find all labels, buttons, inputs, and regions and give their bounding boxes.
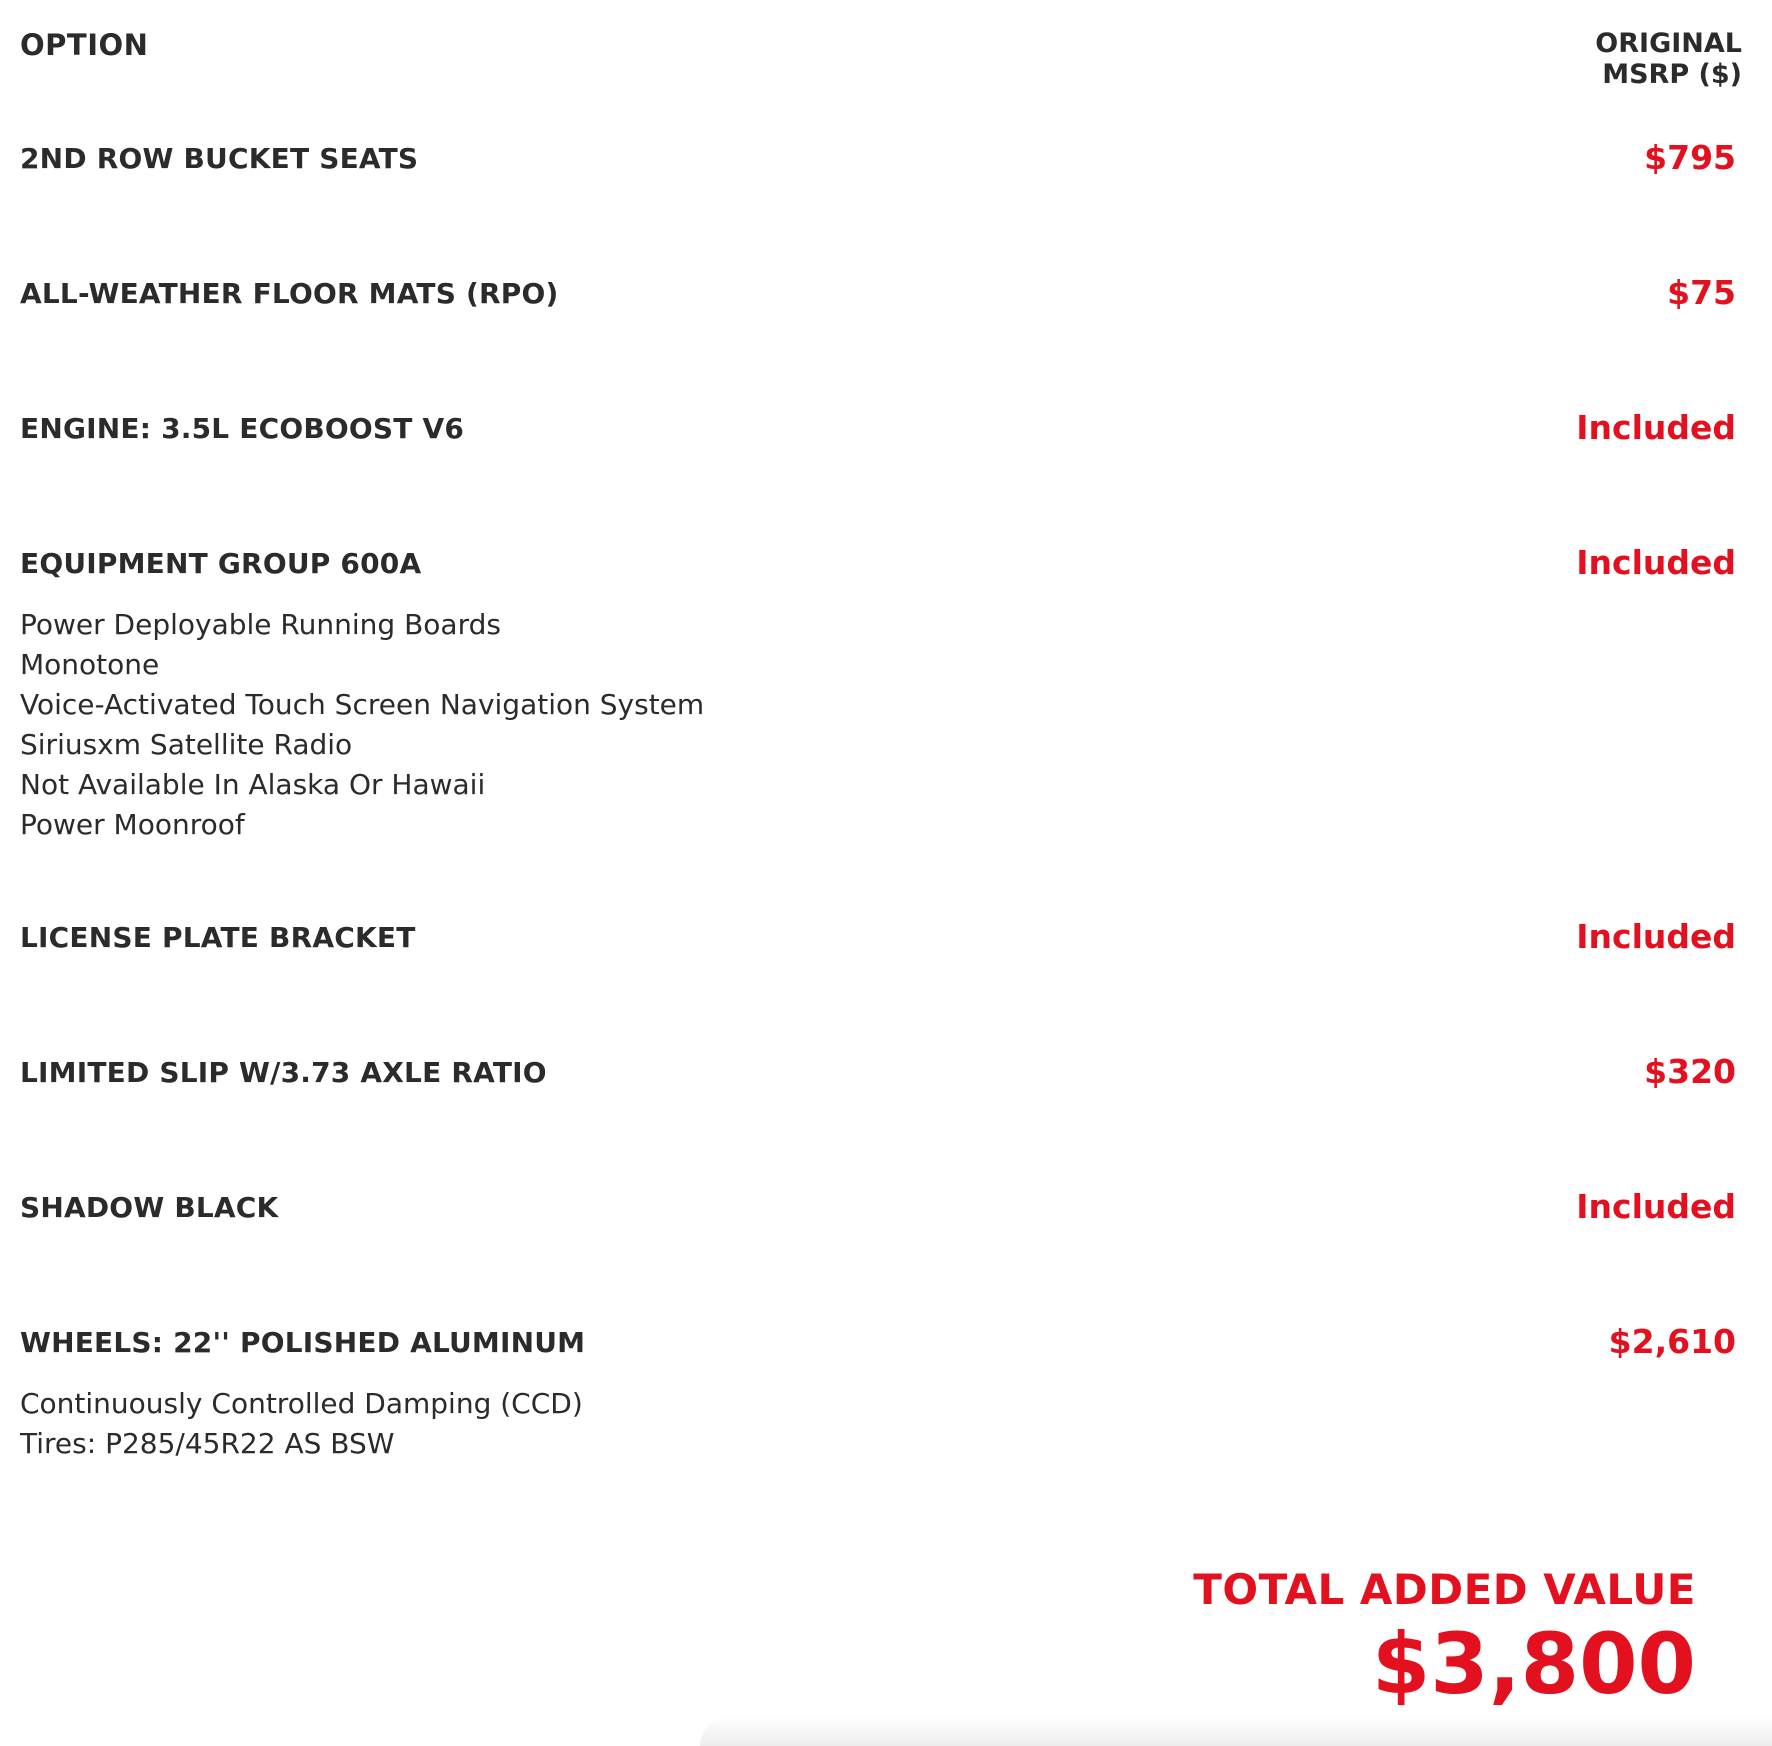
option-feature: Continuously Controlled Damping (CCD)	[20, 1387, 583, 1420]
option-feature: Siriusxm Satellite Radio	[20, 728, 353, 761]
option-row	[0, 917, 1772, 1052]
option-feature: Not Available In Alaska Or Hawaii	[20, 768, 486, 801]
option-name: ENGINE: 3.5L ECOBOOST V6	[20, 412, 465, 445]
option-name: WHEELS: 22'' POLISHED ALUMINUM	[20, 1326, 586, 1359]
msrp-header-line2: MSRP ($)	[1602, 59, 1742, 90]
option-row	[0, 1322, 1772, 1537]
option-price: Included	[1576, 543, 1736, 582]
option-feature: Power Moonroof	[20, 808, 245, 841]
total-label: TOTAL ADDED VALUE	[1193, 1565, 1696, 1614]
option-row	[0, 1187, 1772, 1322]
option-price: $795	[1644, 138, 1736, 177]
option-feature: Voice-Activated Touch Screen Navigation System	[20, 688, 705, 721]
option-price: Included	[1576, 1187, 1736, 1226]
option-row	[0, 408, 1772, 543]
option-features-list	[20, 1384, 583, 1464]
option-row	[0, 543, 1772, 917]
option-feature: Monotone	[20, 648, 160, 681]
option-name: LICENSE PLATE BRACKET	[20, 921, 416, 954]
option-price: $75	[1667, 273, 1736, 312]
msrp-header-line1: ORIGINAL	[1595, 28, 1742, 59]
msrp-column-header	[1482, 28, 1742, 90]
option-feature: Tires: P285/45R22 AS BSW	[20, 1427, 395, 1460]
option-name: ALL-WEATHER FLOOR MATS (RPO)	[20, 277, 559, 310]
option-price: Included	[1576, 917, 1736, 956]
options-table-header	[0, 0, 1772, 120]
option-column-header: OPTION	[20, 28, 149, 62]
options-list	[0, 138, 1772, 1537]
option-row	[0, 273, 1772, 408]
option-price: Included	[1576, 408, 1736, 447]
total-added-value	[1193, 1565, 1696, 1713]
option-name: SHADOW BLACK	[20, 1191, 279, 1224]
option-feature: Power Deployable Running Boards	[20, 608, 501, 641]
option-name: EQUIPMENT GROUP 600A	[20, 547, 422, 580]
option-price: $320	[1644, 1052, 1736, 1091]
option-row	[0, 138, 1772, 273]
option-features-list	[20, 605, 704, 845]
bottom-shadow	[700, 1716, 1772, 1746]
option-name: 2ND ROW BUCKET SEATS	[20, 142, 419, 175]
option-name: LIMITED SLIP W/3.73 AXLE RATIO	[20, 1056, 547, 1089]
option-price: $2,610	[1608, 1322, 1736, 1361]
option-row	[0, 1052, 1772, 1187]
total-amount: $3,800	[1371, 1615, 1696, 1713]
